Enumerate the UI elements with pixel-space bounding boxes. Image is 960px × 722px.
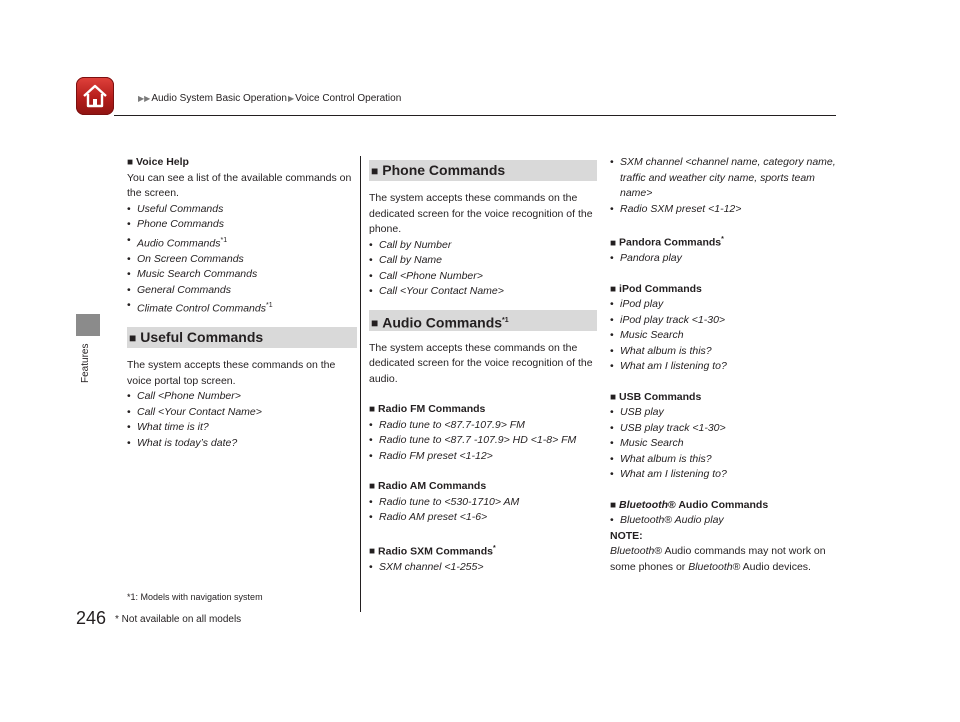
list-item: • Radio FM preset <1-12> (369, 449, 597, 465)
list-item: • Music Search (610, 328, 836, 344)
radio-fm-list (369, 418, 597, 465)
column-divider (360, 156, 361, 612)
bluetooth-list (610, 513, 836, 529)
chevron-right-icon: ▶▶ (138, 94, 151, 103)
home-button[interactable] (76, 77, 114, 115)
column-1 (127, 155, 357, 451)
pandora-heading: ■ Pandora Commands* (610, 236, 724, 249)
phone-commands-list (369, 238, 597, 300)
list-item: • iPod play track <1-30> (610, 313, 836, 329)
list-item: • Useful Commands (127, 202, 357, 218)
radio-sxm-list-continued (610, 155, 836, 217)
column-3 (610, 155, 836, 575)
radio-sxm-heading: ■ Radio SXM Commands* (369, 544, 496, 557)
note-label: NOTE: (610, 529, 643, 542)
voice-help-list (127, 202, 357, 318)
phone-commands-text: The system accepts these commands on the dedicated screen for the voice recognition of the phone. (369, 192, 593, 235)
list-item: • Radio tune to <87.7-107.9> FM (369, 418, 597, 434)
useful-commands-list (127, 389, 357, 451)
list-item: • Call <Phone Number> (127, 389, 357, 405)
list-item: • Call <Your Contact Name> (127, 405, 357, 421)
list-item: • What time is it? (127, 420, 357, 436)
list-item: • What is today’s date? (127, 436, 357, 452)
section-label: Features (80, 343, 91, 383)
voice-help-text: You can see a list of the available commands on the screen. (127, 171, 352, 199)
list-item: • What am I listening to? (610, 359, 836, 375)
voice-help-heading: ■ Voice Help (127, 156, 189, 168)
list-item: • Audio Commands$^{*1}$ (127, 233, 357, 252)
list-item: • Music Search (610, 436, 836, 452)
breadcrumb-link-audio[interactable]: Audio System Basic Operation (151, 93, 287, 104)
radio-fm-heading: ■ Radio FM Commands (369, 403, 486, 415)
useful-commands-heading: ■ Useful Commands (127, 327, 357, 348)
list-item: • Call <Phone Number> (369, 269, 597, 285)
list-item: • Call by Name (369, 253, 597, 269)
footnote-navigation: *1: Models with navigation system (127, 592, 263, 602)
list-item: • Pandora play (610, 251, 836, 267)
list-item: • Music Search Commands (127, 267, 357, 283)
note-text: Bluetooth® Audio commands may not work on some phones or Bluetooth® Audio devices. (610, 545, 826, 573)
section-tab-marker (76, 314, 100, 336)
pandora-list (610, 251, 836, 267)
list-item: • Call by Number (369, 238, 597, 254)
home-icon (81, 82, 109, 110)
column-2 (369, 160, 597, 575)
breadcrumb-current: Voice Control Operation (295, 93, 402, 104)
list-item: • SXM channel <channel name, category name, traffic and weather city name, sports team name> (610, 155, 836, 202)
audio-commands-heading: ■ Audio Commands$^{*1}$ (369, 310, 597, 331)
list-item: • USB play track <1-30> (610, 421, 836, 437)
list-item: • On Screen Commands (127, 252, 357, 268)
ipod-list (610, 297, 836, 375)
usb-list (610, 405, 836, 483)
list-item: • Radio tune to <530-1710> AM (369, 495, 597, 511)
list-item: • What album is this? (610, 452, 836, 468)
list-item: • Phone Commands (127, 217, 357, 233)
bluetooth-heading: ■ Bluetooth® Audio Commands (610, 498, 769, 511)
list-item: • Radio SXM preset <1-12> (610, 202, 836, 218)
breadcrumb (137, 93, 401, 104)
useful-commands-text: The system accepts these commands on the voice portal top screen. (127, 359, 336, 387)
list-item: • USB play (610, 405, 836, 421)
audio-commands-text: The system accepts these commands on the dedicated screen for the voice recognition of the audio. (369, 341, 593, 385)
list-item: • Bluetooth® Audio play (610, 513, 836, 529)
header-divider (114, 115, 836, 116)
usb-heading: ■ USB Commands (610, 390, 702, 403)
list-item: • Climate Control Commands$^{*1}$ (127, 298, 357, 317)
list-item: • Radio AM preset <1-6> (369, 510, 597, 526)
list-item: • What album is this? (610, 344, 836, 360)
list-item: • General Commands (127, 283, 357, 299)
list-item: • Call <Your Contact Name> (369, 284, 597, 300)
radio-am-heading: ■ Radio AM Commands (369, 480, 487, 492)
page-number: 246 (76, 608, 107, 628)
list-item: • SXM channel <1-255> (369, 560, 597, 576)
list-item: • Radio tune to <87.7 -107.9> HD <1-8> FM (369, 433, 597, 449)
phone-commands-heading: ■ Phone Commands (369, 160, 597, 181)
ipod-heading: ■ iPod Commands (610, 282, 702, 295)
list-item: • What am I listening to? (610, 467, 836, 483)
list-item: • iPod play (610, 297, 836, 313)
chevron-right-icon: ▶ (287, 94, 295, 103)
radio-am-list (369, 495, 597, 526)
radio-sxm-list (369, 560, 597, 576)
footnote-availability: * Not available on all models (115, 614, 242, 625)
